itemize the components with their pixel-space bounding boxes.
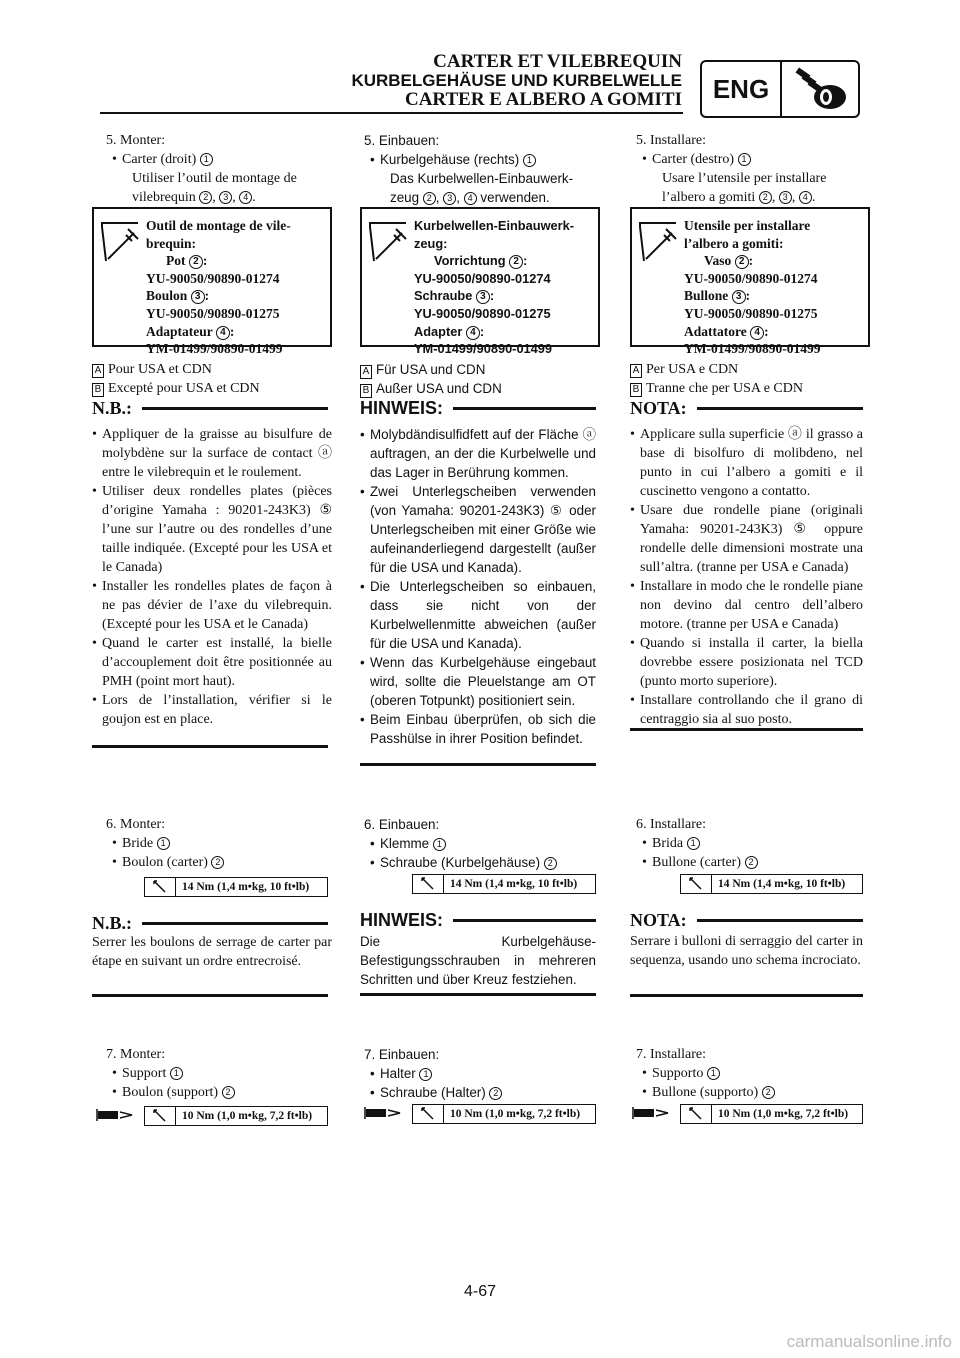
section-badge <box>700 60 860 118</box>
de-nb-bullet: • Die Unterlegscheiben so einbauen, dass sie nicht von der Kurbelwellenmitte abweichen (außer für die USA und Kanada). <box>360 577 596 653</box>
fr-step6-item-2: • Boulon (carter) 2 <box>92 853 332 872</box>
fr-tool-boulon: Boulon 3 : <box>146 288 210 304</box>
de-tool-title-2: zeug: <box>414 235 448 251</box>
it-nb-heading: NOTA: <box>630 398 863 419</box>
it-special-tool-box <box>630 207 870 357</box>
it-step5-note-a: Usare l’utensile per installare <box>662 171 827 186</box>
fr-tool-adapt-no: YM-01499/90890-01499 <box>146 341 283 357</box>
de-tool-pot: Vorrichtung 2 : <box>434 253 528 269</box>
it-step5-title: 5. Installare: <box>636 133 706 148</box>
fr-tool-boulon-no: YU-90050/90890-01275 <box>146 305 280 321</box>
fr-tool-title-2: brequin: <box>146 235 197 251</box>
de-step7-item-2: • Schraube (Halter) 2 <box>350 1083 590 1102</box>
de-region-notes <box>360 360 600 398</box>
fr-nb2-end-rule <box>92 994 328 997</box>
section-badge-label: ENG <box>702 62 782 116</box>
it-nb-bullet: • Installare controllando che il grano di centraggio sia al suo posto. <box>630 691 863 729</box>
header-title-it: CARTER E ALBERO A GOMITI <box>404 89 682 110</box>
fr-step5-item-label: Carter (droit) <box>122 152 197 167</box>
fr-nb-bullet: • Installer les rondelles plates de façon à ne pas dévier de l’axe du vilebrequin. (Excepté pour les USA et le Canada) <box>92 577 332 634</box>
fr-torque-value-1: 14 Nm (1,4 m•kg, 10 ft•lb) <box>182 881 310 893</box>
de-step7 <box>350 1045 590 1102</box>
it-tool-boulon: Bullone 3 : <box>684 288 751 304</box>
fr-step5-title: 5. Monter: <box>106 133 166 148</box>
it-nb-end-rule <box>630 728 863 731</box>
fr-nb-heading: N.B.: <box>92 398 328 419</box>
fr-step7-item-1: • Support 1 <box>92 1064 332 1083</box>
fr-nb2-text: Serrer les boulons de serrage de carter par étape en suivant un ordre entrecroisé. <box>92 935 332 969</box>
de-nb-bullet: • Beim Einbau überprüfen, ob sich die Passhülse in ihrer Position befindet. <box>360 710 596 748</box>
fr-nb-list <box>92 425 332 729</box>
de-nb2-end-rule <box>360 993 596 996</box>
de-torque-spec-1 <box>412 874 596 894</box>
fr-step7 <box>92 1045 332 1102</box>
fr-note-b: B Excepté pour USA et CDN <box>92 379 332 398</box>
it-torque-value-2: 10 Nm (1,0 m•kg, 7,2 ft•lb) <box>718 1108 849 1120</box>
it-tool-pot: Vaso 2 : <box>704 253 754 269</box>
thread-locker-icon <box>96 1106 136 1124</box>
it-step6-title: 6. Installare: <box>636 817 706 832</box>
it-nb-bullet: • Quando si installa il carter, la biella dovrebbe essere posizionata nel TCD (punto morto superiore). <box>630 634 863 691</box>
it-step6-item-2: • Bullone (carter) 2 <box>622 853 862 872</box>
de-nb-bullet: • Zwei Unterlegscheiben verwenden (von Yamaha: 90201-243K3) ⑤ oder Unterlegscheiben mit einer Größe wie aufeinanderliegend dargestellt (außer für die USA und Kanada). <box>360 482 596 577</box>
de-nb-list <box>360 425 596 748</box>
it-step7 <box>622 1045 862 1102</box>
it-nb-bullet: • Installare in modo che le rondelle piane non devino dal centro dell’albero motore. (tranne per USA e Canada) <box>630 577 863 634</box>
thread-locker-icon <box>364 1104 404 1122</box>
it-tool-adapt-no: YM-01499/90890-01499 <box>684 341 821 357</box>
de-special-tool-box <box>360 207 600 357</box>
fr-special-tool-box <box>92 207 332 357</box>
de-tool-boulon: Schraube 3 : <box>414 288 495 304</box>
it-tool-boulon-no: YU-90050/90890-01275 <box>684 305 818 321</box>
fr-step5 <box>92 131 332 207</box>
special-tool-icon <box>636 219 682 265</box>
special-tool-icon <box>98 219 144 265</box>
it-tool-adapt: Adattatore 4 : <box>684 323 769 339</box>
fr-nb-end-rule <box>92 745 328 748</box>
de-torque-spec-2 <box>412 1104 596 1124</box>
it-note-b: B Tranne che per USA e CDN <box>630 379 870 398</box>
de-tool-boulon-no: YU-90050/90890-01275 <box>414 305 551 321</box>
ref-1: 1 <box>200 153 213 166</box>
it-tool-title-2: l’albero a gomiti: <box>684 235 784 251</box>
de-note-a: A Für USA und CDN <box>360 360 600 379</box>
de-step5 <box>350 131 590 207</box>
it-nb-bullet: • Applicare sulla superficie ⓐ il grasso a base di bisolfuro di molibdeno, nel punto in cui l’albero a gomiti e il cuscinetto vengono a contatto. <box>630 425 863 501</box>
special-tool-icon <box>366 219 412 265</box>
it-torque-spec-1 <box>680 874 863 894</box>
fr-tool-pot: Pot 2 : <box>166 253 208 269</box>
chapter-header <box>351 52 682 109</box>
it-torque-spec-2 <box>680 1104 863 1124</box>
fr-step5-note-a: Utiliser l’outil de montage de <box>132 171 297 186</box>
it-step6 <box>622 815 862 872</box>
fr-nb2-heading: N.B.: <box>92 913 328 934</box>
fr-torque-value-2: 10 Nm (1,0 m•kg, 7,2 ft•lb) <box>182 1110 313 1122</box>
engine-icon <box>782 62 858 116</box>
it-step5-note-b: l’albero a gomiti 2 , 3 , 4 . <box>662 190 816 205</box>
de-tool-adapt-no: YM-01499/90890-01499 <box>414 341 553 357</box>
de-step5-item: • Kurbelgehäuse (rechts) 1 <box>350 150 590 169</box>
fr-step6-title: 6. Monter: <box>106 817 166 832</box>
fr-region-notes <box>92 360 332 398</box>
fr-nb-bullet: • Appliquer de la graisse au bisulfure de molybdène sur la surface de contact ⓐ entre le vilebrequin et le roulement. <box>92 425 332 482</box>
thread-locker-icon <box>632 1104 672 1122</box>
fr-step6 <box>92 815 332 872</box>
torque-wrench-icon <box>145 878 176 896</box>
de-step5-note-a: Das Kurbelwellen-Einbauwerk- <box>390 171 574 186</box>
it-nb2-text: Serrare i bulloni di serraggio del carter in sequenza, usando uno schema incrociato. <box>630 934 863 968</box>
de-step5-title: 5. Einbauen: <box>364 133 440 148</box>
fr-torque-spec-1 <box>144 877 328 897</box>
fr-torque-spec-2 <box>144 1106 328 1126</box>
it-torque-value-1: 14 Nm (1,4 m•kg, 10 ft•lb) <box>718 878 846 890</box>
page-number: 4-67 <box>463 1283 497 1300</box>
de-tool-adapt: Adapter 4 : <box>414 323 485 339</box>
de-nb2-heading: HINWEIS: <box>360 910 596 931</box>
fr-step5-note-b: vilebrequin 2 , 3 , 4 . <box>132 190 256 205</box>
header-rule <box>100 112 683 114</box>
it-tool-pot-no: YU-90050/90890-01274 <box>684 270 818 286</box>
de-step6-item-1: • Klemme 1 <box>350 834 590 853</box>
fr-nb-bullet: • Lors de l’installation, vérifier si le goujon est en place. <box>92 691 332 729</box>
torque-wrench-icon <box>413 1105 444 1123</box>
it-nb2-heading: NOTA: <box>630 910 863 931</box>
fr-tool-adapt: Adaptateur 4 : <box>146 323 235 339</box>
de-nb-heading: HINWEIS: <box>360 398 596 419</box>
it-region-notes <box>630 360 870 398</box>
de-tool-title-1: Kurbelwellen-Einbauwerk- <box>414 218 574 233</box>
it-step7-item-1: • Supporto 1 <box>622 1064 862 1083</box>
de-step5-note-b: zeug 2 , 3 , 4 verwenden. <box>390 190 550 205</box>
de-step7-item-1: • Halter 1 <box>350 1064 590 1083</box>
fr-step7-item-2: • Boulon (support) 2 <box>92 1083 332 1102</box>
fr-tool-title-1: Outil de montage de vile- <box>146 218 291 233</box>
de-nb-bullet: • Wenn das Kurbelgehäuse eingebaut wird, sollte die Pleuelstange am OT (oberen Totpunkt) positioniert sein. <box>360 653 596 710</box>
torque-wrench-icon <box>145 1107 176 1125</box>
torque-wrench-icon <box>413 875 444 893</box>
de-torque-value-2: 10 Nm (1,0 m•kg, 7,2 ft•lb) <box>450 1108 581 1120</box>
it-note-a: A Per USA e CDN <box>630 360 870 379</box>
de-nb2-text: Die Kurbelgehäuse-Befestigungsschrauben in mehreren Schritten und über Kreuz festziehen. <box>360 934 596 987</box>
fr-nb-bullet: • Quand le carter est installé, la bielle d’accouplement doit être positionnée au PMH (point mort haut). <box>92 634 332 691</box>
de-step6 <box>350 815 590 872</box>
fr-step5-item <box>92 150 332 169</box>
watermark: carmanualsonline.info <box>786 1332 952 1351</box>
de-note-b: B Außer USA und CDN <box>360 379 600 398</box>
it-step7-title: 7. Installare: <box>636 1047 706 1062</box>
de-step7-title: 7. Einbauen: <box>364 1047 440 1062</box>
torque-wrench-icon <box>681 1105 712 1123</box>
header-title-fr: CARTER ET VILEBREQUIN <box>433 51 682 72</box>
header-title-de: KURBELGEHÄUSE UND KURBELWELLE <box>351 71 682 90</box>
it-step6-item-1: • Brida 1 <box>622 834 862 853</box>
de-nb-end-rule <box>360 763 596 766</box>
fr-step5-note-b-text: vilebrequin <box>132 190 196 205</box>
de-tool-pot-no: YU-90050/90890-01274 <box>414 270 551 286</box>
de-step6-item-2: • Schraube (Kurbelgehäuse) 2 <box>350 853 590 872</box>
torque-wrench-icon <box>681 875 712 893</box>
fr-tool-pot-no: YU-90050/90890-01274 <box>146 270 280 286</box>
fr-step6-item-1: • Bride 1 <box>92 834 332 853</box>
fr-nb-bullet: • Utiliser deux rondelles plates (pièces d’origine Yamaha : 90201-243K3) ⑤ l’une sur l’autre ou des rondelles d’une taille indiquée. (Excepté pour les USA et le Canada) <box>92 482 332 577</box>
de-nb-bullet: • Molybdändisulfidfett auf der Fläche ⓐ auftragen, an der die Kurbelwelle und das Lager in Berührung kommen. <box>360 425 596 482</box>
fr-step7-title: 7. Monter: <box>106 1047 166 1062</box>
it-nb-bullet: • Usare due rondelle piane (originali Yamaha: 90201-243K3) ⑤ oppure rondelle delle dimensioni mostrate una sull’altra. (tranne per USA e Canada) <box>630 501 863 577</box>
it-step7-item-2: • Bullone (supporto) 2 <box>622 1083 862 1102</box>
de-torque-value-1: 14 Nm (1,4 m•kg, 10 ft•lb) <box>450 878 578 890</box>
it-nb-list <box>630 425 863 729</box>
it-tool-title-1: Utensile per installare <box>684 218 811 233</box>
it-nb2-end-rule <box>630 994 863 997</box>
fr-note-a: A Pour USA et CDN <box>92 360 332 379</box>
de-step6-title: 6. Einbauen: <box>364 817 440 832</box>
it-step5-item: • Carter (destro) 1 <box>622 150 862 169</box>
it-step5 <box>622 131 862 207</box>
